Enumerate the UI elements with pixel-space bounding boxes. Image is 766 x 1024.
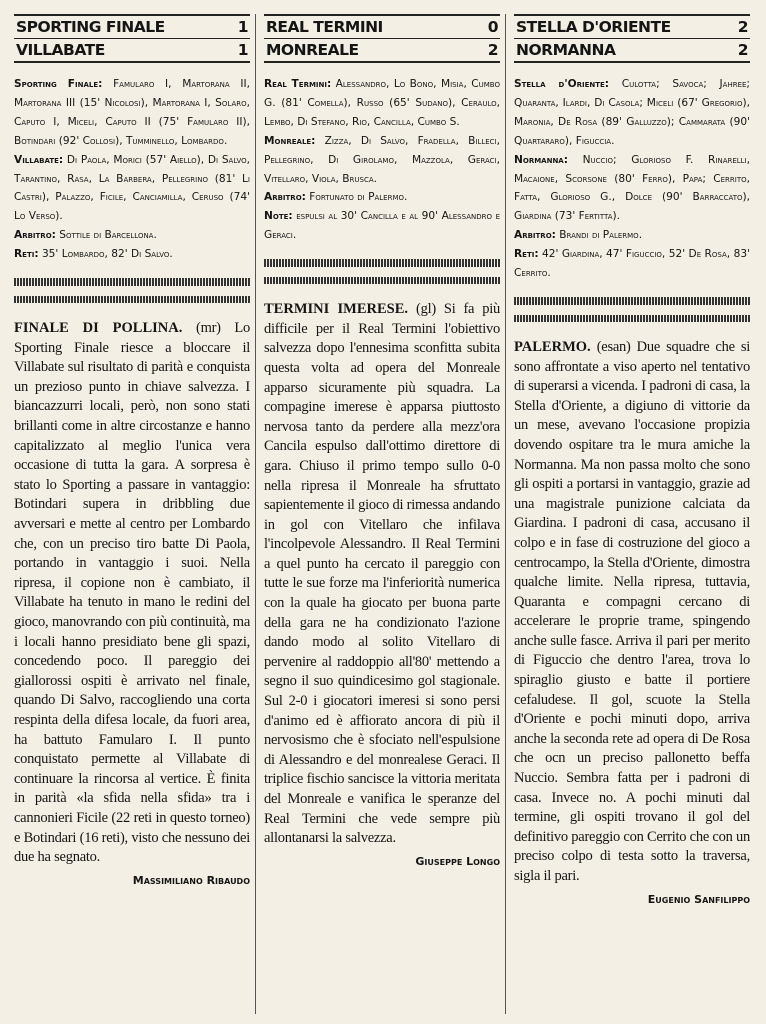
- team-home: SPORTING FINALE: [16, 18, 165, 36]
- match-column-1: [14, 14, 250, 887]
- scoreline-home: [14, 16, 250, 38]
- score-bottom-rule: [514, 61, 750, 63]
- notes-text: espulsi al 30' Cancilla e al 90' Alessandro e Geraci.: [264, 210, 500, 242]
- goals-list: 42' Giardina, 47' Figuccio, 52' De Rosa, 83' Cerrito.: [514, 248, 750, 280]
- team-away: MONREALE: [266, 41, 359, 59]
- byline: Eugenio Sanfilippo: [647, 892, 750, 906]
- column-divider: [255, 14, 256, 1014]
- article-dateline: TERMINI IMERESE.: [264, 301, 408, 318]
- team-home: REAL TERMINI: [266, 18, 383, 36]
- lineup-away: [514, 151, 750, 227]
- scoreline-away: [14, 39, 250, 61]
- goals: [14, 245, 250, 264]
- goals-list: 35' Lombardo, 82' Di Salvo.: [41, 248, 173, 261]
- referee: [514, 226, 750, 245]
- score-bottom-rule: [14, 61, 250, 63]
- lineup-home: [14, 75, 250, 151]
- hatch-divider: [514, 315, 750, 322]
- scoreline-home: [264, 16, 500, 38]
- goals-label: Reti:: [14, 248, 39, 261]
- match-report-box: [14, 75, 250, 264]
- scoreline-home: [514, 16, 750, 38]
- hatch-divider: [264, 259, 500, 267]
- article-body: (gl) Si fa più difficile per il Real Termini l'obiettivo salvezza dopo l'ennesima sconfitta subita questa volta ad opera del Monreale apparso sicuramente più squadra. La compagine imerese è apparsa piuttosto nervosa tanto da perdere alla mezz'ora Cancila espulso dall'ottimo direttore di gara. Chiuso il primo tempo sullo 0-0 nella ripresa il Monreale ha sfruttato sapientemente il gioco di rimessa andando in gol con Vitellaro che infilava l'incolpevole Alessandro. Il Real Termini a quel punto ha cercato il pareggio con tutte le sue forze ma l'inferiorità numerica con la quale ha giocato per buona parte della gara ne ha condizionato l'azione dando modo al solito Vitellaro di pervenire al raddoppio all'80' mettendo a segno il suo quindicesimo gol stagionale. Sul 2-0 i giocatori imeresi si sono persi d'animo ed è affiorato ancora di più il nervosismo che è sfociato nell'espulsione di Alessandro e del monrealese Geraci. Il triplice fischio sancisce la vittoria meritata del Monreale e vanifica le speranze del Real Termini che vede sempre più allontanarsi la salvezza.: [264, 301, 500, 847]
- article-dateline: PALERMO.: [514, 338, 591, 355]
- referee-name: Brandi di Palermo.: [559, 229, 643, 242]
- hatch-divider: [14, 278, 250, 286]
- referee: [264, 188, 500, 207]
- referee-label: Arbitro:: [514, 229, 556, 242]
- column-divider: [505, 14, 506, 1014]
- referee-label: Arbitro:: [14, 229, 56, 242]
- article-text: [14, 319, 250, 868]
- byline: Giuseppe Longo: [415, 854, 500, 868]
- team-away: VILLABATE: [16, 41, 105, 59]
- lineup-home-players: Alessandro, Lo Bono, Misia, Cumbo G. (81' Comella), Russo (65' Sudano), Ceraulo, Lembo, Di Stefano, Rio, Cancilla, Cumbo S.: [264, 78, 500, 128]
- article-text: [264, 300, 500, 849]
- lineup-home-players: Culotta; Savoca; Jahree; Quaranta, Ilardi, Di Casola; Miceli (67' Gregorio), Maronia, De Rosa (89' Galluzzo); Cammarata (90' Quartararo), Figuccia.: [514, 78, 750, 147]
- hatch-divider: [264, 277, 500, 284]
- hatch-divider: [14, 296, 250, 303]
- lineup-home-label: Sporting Finale:: [14, 78, 103, 90]
- article-body: (esan) Due squadre che si sono affrontate a viso aperto nel tentativo di superarsi a vicenda. I padroni di casa, la Stella d'Oriente, a digiuno di vittorie da un mese, avevano l'occasione propizia dovendo ospitare tra le mura amiche la Normanna. Ma non passa molto che sono gli ospiti a portarsi in vantaggio, grazie ad una magistrale punizione calciata da Giardina. I padroni di casa, accusano il colpo e in fase di costruzione del gioco a centrocampo, la Stella d'Oriente, dimostra qualche limite. Nella ripresa, tuttavia, Quaranta e compagni cercano di accelerare le proprie trame, spingendo anche sulle fasce. Arriva il pari per merito di Figuccio che dentro l'area, trova lo spiraglio giusto e batte il portiere cefaludese. Il gol, scuote la Stella d'Oriente e pochi minuti dopo, arriva anche la seconda rete ad opera di De Rosa che ocn un preciso pallonetto beffa Nuccio. Sembra fatta per i padroni di casa. Invece no. A pochi minuti dal termine, gli ospiti trovano il gol del definitivo pareggio con Cerrito che con un preciso colpo di testa sotto la traversa, sigla il pari.: [514, 338, 751, 884]
- referee: [14, 226, 250, 245]
- byline: Massimiliano Ribaudo: [132, 873, 250, 887]
- referee-name: Sottile di Barcellona.: [59, 229, 157, 242]
- lineup-away-label: Normanna:: [514, 153, 568, 166]
- score-bottom-rule: [264, 61, 500, 63]
- score-away: 1: [237, 41, 248, 59]
- goals-label: Reti:: [514, 248, 539, 261]
- article-dateline: FINALE DI POLLINA.: [14, 320, 183, 337]
- lineup-home: [264, 75, 500, 132]
- lineup-home: [514, 75, 750, 151]
- scoreline-away: [514, 39, 750, 61]
- article-text: [514, 338, 750, 887]
- match-report-box: [264, 75, 500, 245]
- lineup-away: [14, 151, 250, 227]
- score-home: 2: [737, 18, 748, 36]
- notes-label: Note:: [264, 210, 293, 223]
- lineup-away-players: Zizza, Di Salvo, Fradella, Billeci, Pellegrino, Di Girolamo, Mazzola, Geraci, Vitellaro, Viola, Brusca.: [264, 134, 500, 185]
- hatch-divider: [514, 297, 750, 305]
- lineup-away-label: Villabate:: [14, 153, 64, 166]
- score-away: 2: [487, 41, 498, 59]
- match-column-3: [514, 14, 750, 906]
- referee-name: Fortunato di Palermo.: [309, 191, 408, 204]
- team-home: STELLA D'ORIENTE: [516, 18, 671, 36]
- team-away: NORMANNA: [516, 41, 616, 59]
- lineup-home-players: Famularo I, Martorana II, Martorana III (15' Nicolosi), Martorana I, Solaro, Caputo I, Miceli, Caputo II (75' Famularo II), Botindari (92' Collosi), Tumminello, Lombardo.: [14, 78, 250, 147]
- lineup-away-players: Di Paola, Morici (57' Aiello), Di Salvo, Tarantino, Rasa, La Barbera, Pellegrino (81' Li Castri), Palazzo, Ficile, Canciamilla, Ceruso (74' Lo Verso).: [14, 153, 250, 223]
- referee-label: Arbitro:: [264, 191, 306, 204]
- article-body: (mr) Lo Sporting Finale riesce a bloccare il Villabate sul risultato di parità e conquista un prezioso punto in chiave salvezza. I biancazzurri locali, però, non sono stati brillanti come in altre circostanze e hanno capitalizzato al meglio l'unica vera occasione di tutta la gara. A sorpresa è stato lo Sporting a passare in vantaggio: Botindari supera in dribbling due avversari e mette al centro per Lombardo che, con un preciso tiro batte Di Paola, portando in vantaggio i suoi. Nella ripresa, il copione non è cambiato, il Villabate ha tenuto in mano le redini del gioco, manovrando con più continuità, ma i locali hanno presidiato bene gli spazi, concedendo poco. Il pareggio dei giallorossi ospiti è arrivato nel finale, quando Di Salvo, raccogliendo una corta respinta della difesa locale, da fuori area, ha battuto Famularo I. Il punto conquistato permette al Villabate di continuare la rincorsa al vertice. È finita in parità «la sfida nella sfida» tra i cannonieri Ficile (22 reti in questo torneo) e Botindari (16 reti), visto che nessuno dei due ha segnato.: [14, 320, 251, 866]
- lineup-home-label: Stella d'Oriente:: [514, 78, 610, 90]
- lineup-away-players: Nuccio; Glorioso F. Rinarelli, Macaione, Scorsone (80' Ferro), Papa; Cerrito, Fatta, Glorioso G., Dolce (90' Barraccato), Giardina (73' Fertitta).: [514, 153, 751, 223]
- lineup-home-label: Real Termini:: [264, 78, 332, 90]
- goals: [514, 245, 750, 283]
- scoreline-away: [264, 39, 500, 61]
- lineup-away: [264, 132, 500, 189]
- match-report-box: [514, 75, 750, 283]
- score-home: 1: [237, 18, 248, 36]
- score-home: 0: [487, 18, 498, 36]
- score-away: 2: [737, 41, 748, 59]
- notes: [264, 207, 500, 245]
- match-column-2: [264, 14, 500, 868]
- lineup-away-label: Monreale:: [264, 134, 316, 147]
